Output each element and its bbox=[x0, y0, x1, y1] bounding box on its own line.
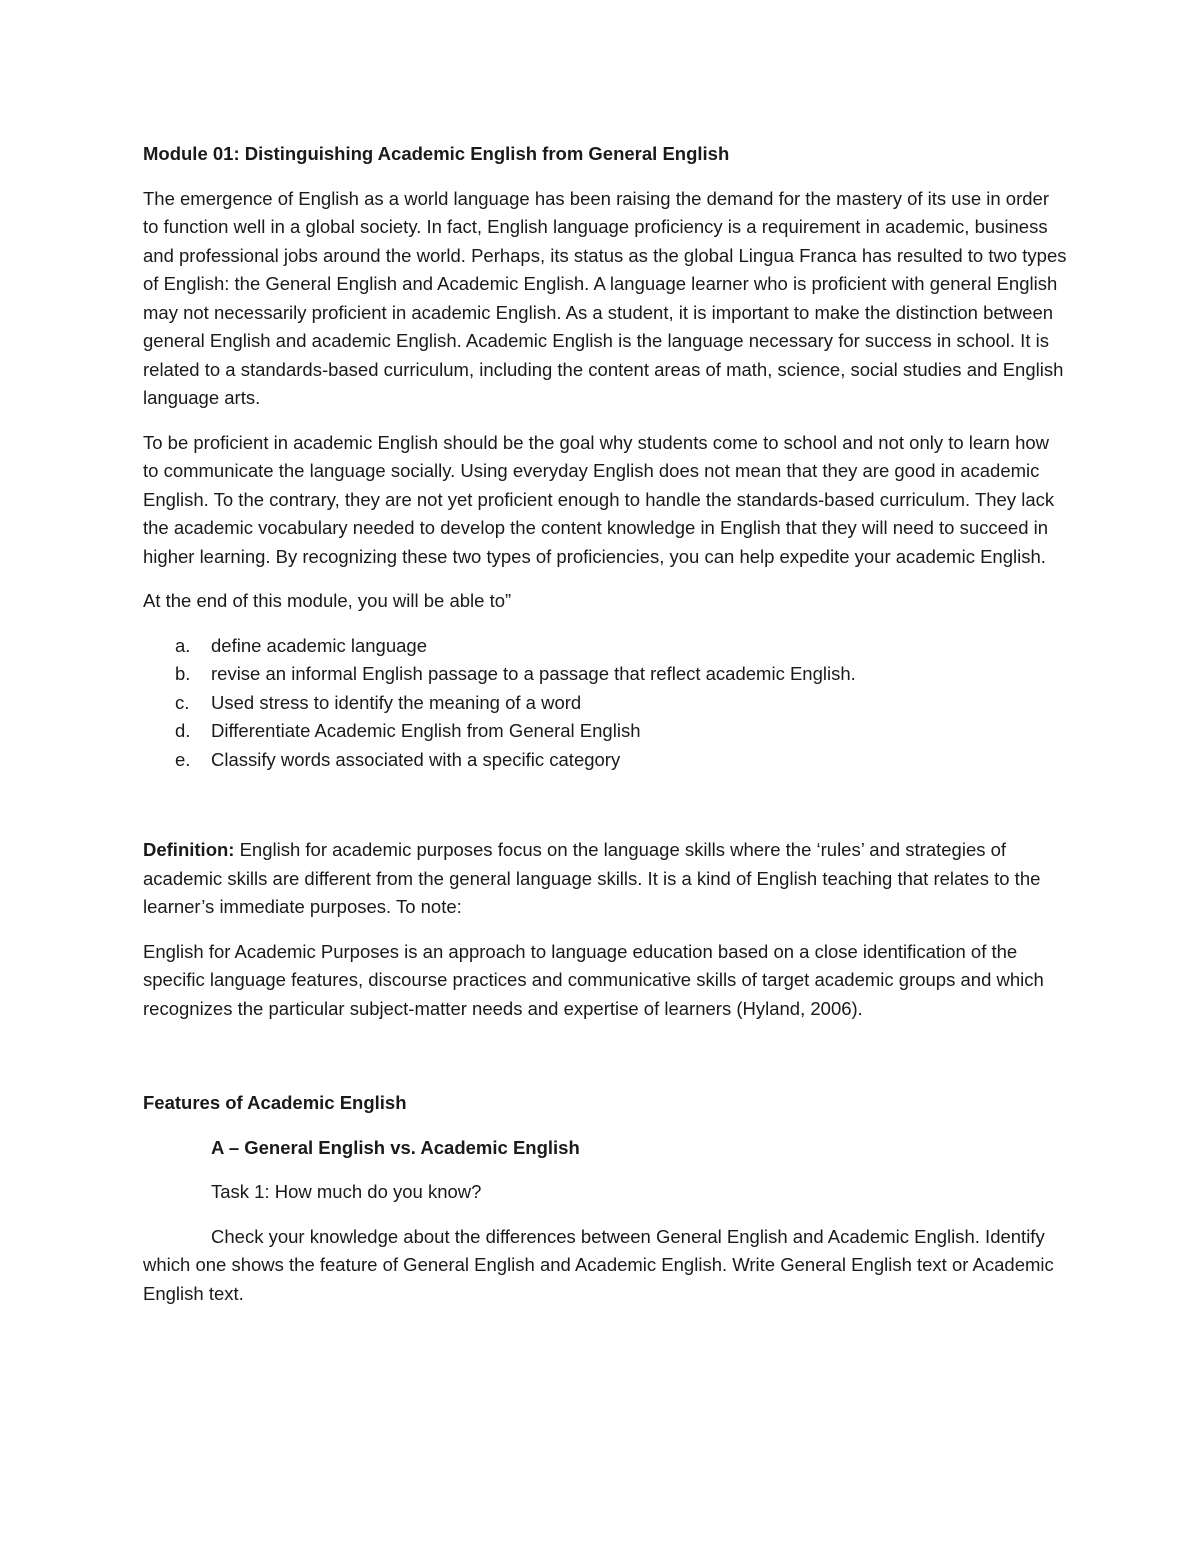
list-item bbox=[143, 717, 1068, 746]
section-a bbox=[143, 1134, 1068, 1207]
features-heading: Features of Academic English bbox=[143, 1092, 407, 1113]
module-title: Module 01: Distinguishing Academic English from General English bbox=[143, 143, 730, 164]
list-item bbox=[143, 632, 1068, 661]
list-marker: e. bbox=[175, 748, 191, 770]
objectives-intro: At the end of this module, you will be able to” bbox=[143, 590, 512, 611]
task-label: Task 1: How much do you know? bbox=[211, 1181, 482, 1202]
list-marker: b. bbox=[175, 663, 191, 684]
list-item bbox=[143, 689, 1068, 718]
list-marker: a. bbox=[175, 634, 191, 656]
intro-paragraph: The emergence of English as a world language has been raising the demand for the mastery of its use in order to function well in a global society. In fact, English language proficiency is a requirement in academic, business and professional jobs around the world. Perhaps, its status as the global Lingua Franca has resulted to two types of English: the General English and Academic English. A language learner who is proficient with general English may not necessarily proficient in academic English. As a student, it is important to make the distinction between general English and academic English. Academic English is the language necessary for success in school. It is related to a standards-based curriculum, including the content areas of math, science, social studies and English language arts. bbox=[143, 187, 1067, 408]
list-marker: d. bbox=[175, 720, 191, 741]
list-item bbox=[143, 746, 1068, 775]
objectives-list bbox=[143, 632, 1068, 775]
list-item-text: Differentiate Academic English from General English bbox=[211, 720, 641, 741]
list-item-text: revise an informal English passage to a passage that reflect academic English. bbox=[211, 663, 856, 684]
document-page bbox=[143, 140, 1068, 1324]
quote-paragraph: English for Academic Purposes is an approach to language education based on a close identification of the specific language features, discourse practices and communicative skills of target academic groups and which recognizes the particular subject-matter needs and expertise of learners (Hyland, 2006). bbox=[143, 940, 1044, 1019]
definition-paragraph bbox=[143, 836, 1068, 922]
list-item-text: Used stress to identify the meaning of a word bbox=[211, 691, 582, 713]
second-paragraph: To be proficient in academic English should be the goal why students come to school and not only to learn how to communicate the language socially. Using everyday English does not mean that they are good in academic English. To the contrary, they are not yet proficient enough to handle the standards-based curriculum. They lack the academic vocabulary needed to develop the content knowledge in English that they will need to succeed in higher learning. By recognizing these two types of proficiencies, you can help expedite your academic English. bbox=[143, 431, 1055, 567]
task-instructions: Check your knowledge about the differences between General English and Academic English. Identify which one shows the feature of General English and Academic English. Write General English text or Academic English text. bbox=[143, 1225, 1054, 1304]
definition-text: English for academic purposes focus on the language skills where the ‘rules’ and strategies of academic skills are different from the general language skills. It is a kind of English teaching that relates to the learner’s immediate purposes. To note: bbox=[143, 839, 1041, 917]
spacer bbox=[143, 774, 1068, 836]
section-a-heading: A – General English vs. Academic English bbox=[211, 1136, 580, 1158]
list-item-text: define academic language bbox=[211, 634, 427, 656]
list-marker: c. bbox=[175, 691, 190, 713]
list-item bbox=[143, 660, 1068, 689]
spacer bbox=[143, 1039, 1068, 1089]
list-item-text: Classify words associated with a specific category bbox=[211, 748, 621, 770]
definition-label: Definition: bbox=[143, 839, 235, 860]
